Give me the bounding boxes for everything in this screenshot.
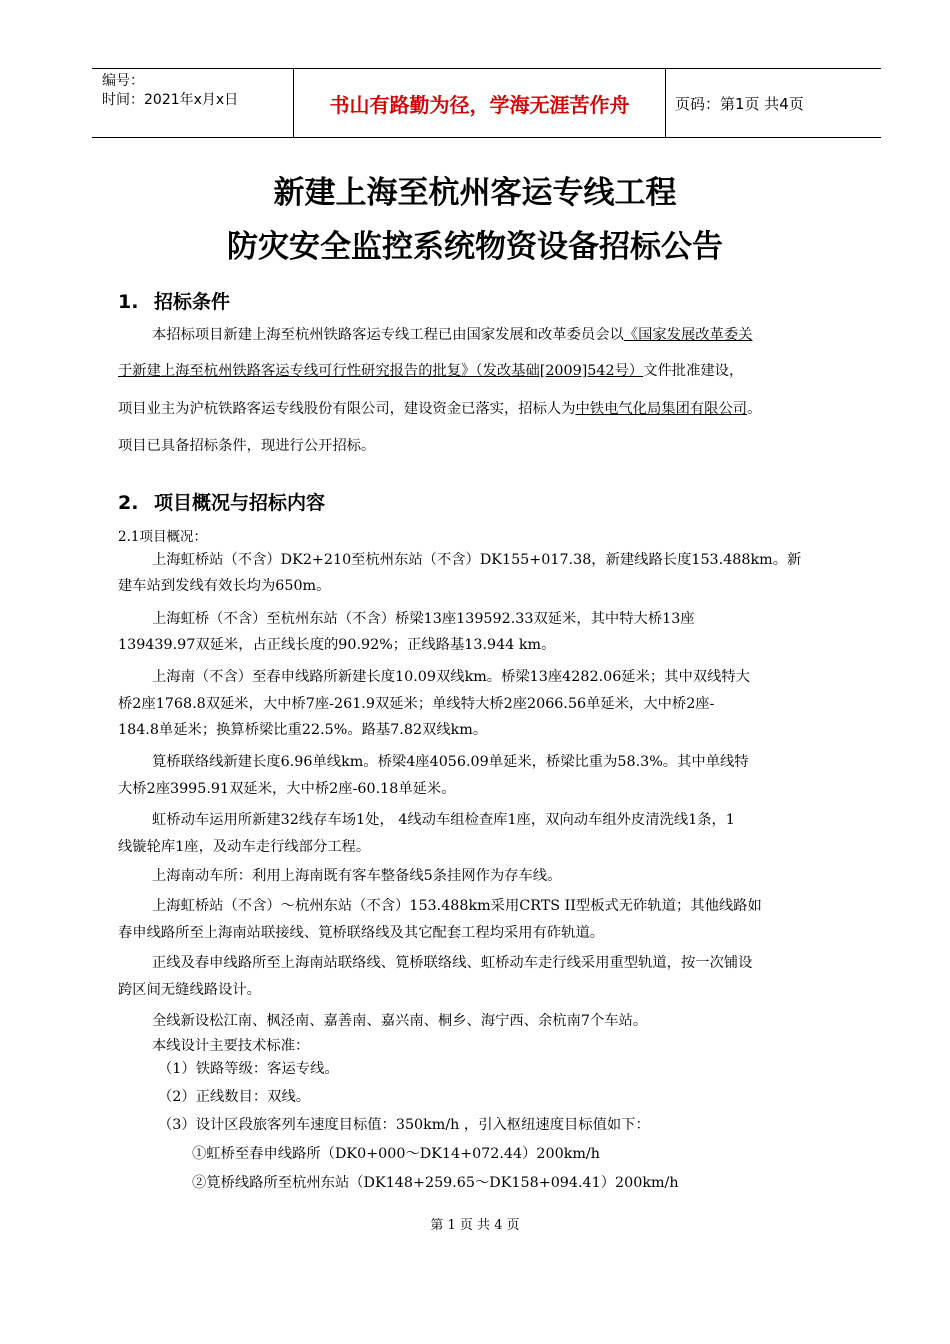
text-run: 本招标项目新建上海至杭州铁路客运专线工程已由国家发展和改革委员会以 (152, 327, 624, 343)
header-time-label: 时间：2021年x月x日 (102, 92, 239, 108)
section1-number: 1. (118, 291, 139, 313)
body-line: 筧桥联络线新建长度6.96单线km。桥梁4座4056.09单延米，桥梁比重为58.3%。其中单线特 (152, 754, 749, 770)
subsection-2-1: 2.1项目概况： (118, 529, 207, 545)
page-footer: 第 1 页 共 4 页 (430, 1218, 520, 1233)
body-line: 全线新设松江南、枫泾南、嘉善南、嘉兴南、桐乡、海宁西、余杭南7个车站。 (152, 1013, 648, 1029)
body-line: 跨区间无缝线路设计。 (118, 982, 261, 998)
body-line: 春申线路所至上海南站联接线、筧桥联络线及其它配套工程均采用有砟轨道。 (118, 925, 605, 941)
section1-para-line (118, 361, 858, 381)
body-line: 大桥2座3995.91双延米，大中桥2座-60.18单延米。 (118, 781, 456, 797)
section1-para-line (118, 325, 892, 345)
body-line: （2）正线数目：双线。 (158, 1089, 311, 1105)
header-number-label: 编号： (102, 73, 144, 89)
header-meta (92, 69, 294, 137)
header-page-info: 页码：第1页 共4页 (675, 94, 804, 113)
section1-title: 招标条件 (154, 291, 231, 313)
tenderer-name: 中铁电气化局集团有限公司 (575, 401, 748, 417)
body-line: 桥2座1768.8双延米，大中桥7座-261.9双延米；单线特大桥2座2066.56单延米，大中桥2座- (118, 696, 715, 712)
body-line: 184.8单延米；换算桥梁比重22.5%。路基7.82双线km。 (118, 722, 488, 738)
body-line: 上海虹桥（不含）至杭州东站（不含）桥梁13座139592.33双延米，其中特大桥13座 (152, 611, 695, 627)
doc-title-line2: 防灾安全监控系统物资设备招标公告 (227, 229, 723, 265)
approval-doc-link: 《国家发展改革委关 (623, 327, 753, 343)
section2-title: 项目概况与招标内容 (154, 492, 326, 514)
text-run: 。 (747, 401, 762, 417)
text-run: 项目业主为沪杭铁路客运专线股份有限公司，建设资金已落实，招标人为 (118, 401, 576, 417)
page-header (92, 68, 881, 138)
body-line: 上海虹桥站（不含）DK2+210至杭州东站（不含）DK155+017.38，新建线路长度153.488km。新 (152, 552, 802, 568)
body-line: 上海南（不含）至春申线路所新建长度10.09双线km。桥梁13座4282.06延米；其中双线特大 (152, 669, 750, 685)
body-line: 建车站到发线有效长均为650m。 (118, 578, 331, 594)
section1-para-line: 项目已具备招标条件，现进行公开招标。 (118, 438, 376, 454)
body-line: （1）铁路等级：客运专线。 (158, 1061, 339, 1077)
section1-para-line (118, 399, 858, 419)
body-line: （3）设计区段旅客列车速度目标值：350km/h ，引入枢纽速度目标值如下： (158, 1117, 650, 1133)
body-line: 139439.97双延米，占正线长度的90.92%；正线路基13.944 km。 (118, 637, 556, 653)
section2-heading (118, 488, 325, 515)
body-line: ②筧桥线路所至杭州东站（DK148+259.65～DK158+094.41）200km/h (192, 1175, 679, 1191)
text-run: 文件批准建设， (643, 363, 744, 379)
body-line: 上海南动车所：利用上海南既有客车整备线5条挂网作为存车线。 (152, 868, 562, 884)
body-line: ①虹桥至春申线路所（DK0+000～DK14+072.44）200km/h (192, 1146, 600, 1162)
body-line: 上海虹桥站（不含）～杭州东站（不含）153.488km采用CRTS II型板式无砟轨道；其他线路如 (152, 898, 762, 914)
section2-number: 2. (118, 492, 139, 514)
body-line: 线镟轮库1座，及动车走行线部分工程。 (118, 839, 371, 855)
body-line: 本线设计主要技术标准： (152, 1038, 310, 1054)
doc-title-line1: 新建上海至杭州客运专线工程 (273, 175, 677, 211)
approval-doc-link-cont: 于新建上海至杭州铁路客运专线可行性研究报告的批复》（发改基础[2009]542号） (118, 363, 644, 379)
section1-heading (118, 287, 230, 314)
body-line: 正线及春申线路所至上海南站联络线、筧桥联络线、虹桥动车走行线采用重型轨道，按一次铺设 (152, 955, 753, 971)
body-line: 虹桥动车运用所新建32线存车场1处， 4线动车组检查库1座，双向动车组外皮清洗线1条，1 (152, 812, 735, 828)
header-motto: 书山有路勤为径，学海无涯苦作舟 (294, 69, 666, 137)
